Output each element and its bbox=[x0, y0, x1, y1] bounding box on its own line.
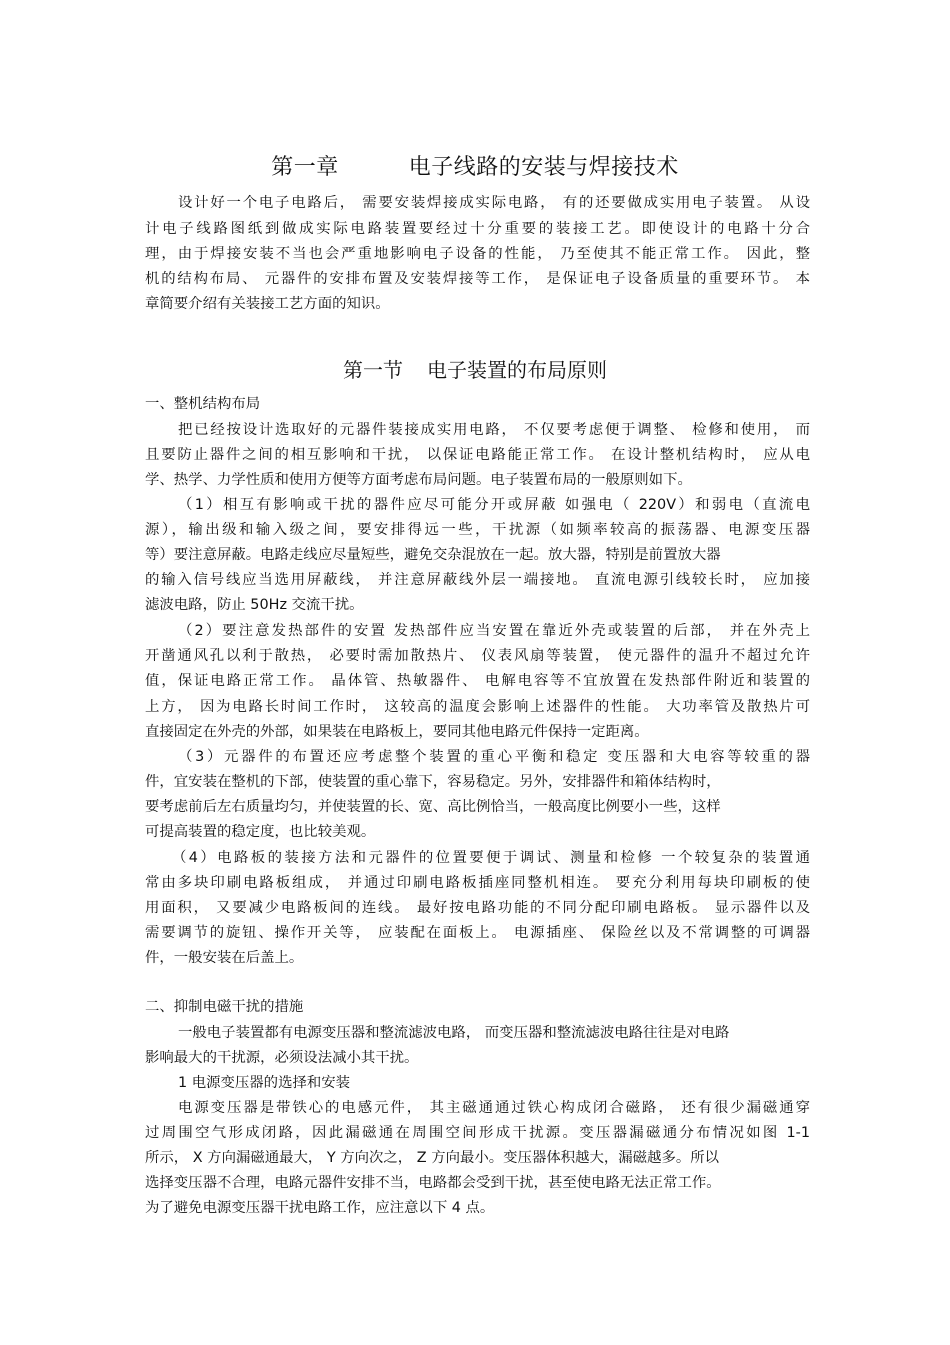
paragraph-line: 把已经按设计选取好的元器件装接成实用电路， 不仅要考虑便于调整、 检修和使用， 而 bbox=[178, 422, 810, 438]
paragraph-line: 直接固定在外壳的外部，如果装在电路板上，要同其他电路元件保持一定距离。 bbox=[145, 724, 649, 740]
subsection-heading: 一、整机结构布局 bbox=[145, 396, 261, 412]
paragraph-line: 学、热学、力学性质和使用方便等方面考虑布局问题。电子装置布局的一般原则如下。 bbox=[145, 472, 692, 488]
section-title bbox=[0, 354, 950, 383]
paragraph-line: （3）元器件的布置还应考虑整个装置的重心平衡和稳定 变压器和大电容等较重的器 bbox=[178, 749, 810, 765]
chapter-title-text: 电子线路的安装与焊接技术 bbox=[408, 155, 679, 180]
paragraph-line: 过周围空气形成闭路，因此漏磁通在周围空间形成干扰源。变压器漏磁通分布情况如图 1-1 bbox=[145, 1125, 810, 1141]
paragraph-line: 电源变压器是带铁心的电感元件， 其主磁通通过铁心构成闭合磁路， 还有很少漏磁通穿 bbox=[178, 1100, 810, 1116]
paragraph-line: （2）要注意发热部件的安置 发热部件应当安置在靠近外壳或装置的后部， 并在外壳上 bbox=[178, 623, 810, 639]
paragraph-line: 常由多块印刷电路板组成， 并通过印刷电路板插座同整机相连。 要充分利用每块印刷板的使 bbox=[145, 875, 810, 891]
paragraph-line: 一般电子装置都有电源变压器和整流滤波电路， 而变压器和整流滤波电路往往是对电路 bbox=[178, 1025, 730, 1041]
intro-line: 机的结构布局、 元器件的安排布置及安装焊接等工作， 是保证电子设备质量的重要环节。 本 bbox=[145, 271, 810, 287]
paragraph-line: 件，一般安装在后盖上。 bbox=[145, 950, 304, 966]
paragraph-line: 选择变压器不合理，电路元器件安排不当，电路都会受到干扰，甚至使电路无法正常工作。 bbox=[145, 1175, 721, 1191]
paragraph-line: 所示， X 方向漏磁通最大， Y 方向次之， Z 方向最小。变压器体积越大，漏磁越多。所以 bbox=[145, 1150, 720, 1166]
intro-line: 设计好一个电子电路后， 需要安装焊接成实际电路， 有的还要做成实用电子装置。 从设 bbox=[178, 195, 810, 211]
paragraph-line: （1）相互有影响或干扰的器件应尽可能分开或屏蔽 如强电（ 220V）和弱电（直流电 bbox=[178, 497, 810, 513]
intro-line: 章简要介绍有关装接工艺方面的知识。 bbox=[145, 296, 390, 312]
paragraph-line: 要考虑前后左右质量均匀，并使装置的长、宽、高比例恰当，一般高度比例要小一些，这样 bbox=[145, 799, 721, 815]
paragraph-line: 源），输出级和输入级之间，要安排得远一些，干扰源（如频率较高的振荡器、电源变压器 bbox=[145, 522, 810, 538]
chapter-title bbox=[0, 150, 950, 181]
intro-line: 计电子线路图纸到做成实际电路装置要经过十分重要的装接工艺。即使设计的电路十分合 bbox=[145, 221, 810, 237]
paragraph-line: 值，保证电路正常工作。 晶体管、热敏器件、 电解电容等不宜放置在发热部件附近和装置的 bbox=[145, 673, 810, 689]
subsection-heading: 二、抑制电磁干扰的措施 bbox=[145, 999, 304, 1015]
paragraph-line: 等）要注意屏蔽。电路走线应尽量短些，避免交杂混放在一起。放大器，特别是前置放大器 bbox=[145, 547, 721, 563]
chapter-label: 第一章 bbox=[271, 155, 339, 180]
paragraph-line: 件，宜安装在整机的下部，使装置的重心靠下，容易稳定。另外，安排器件和箱体结构时， bbox=[145, 774, 721, 790]
paragraph-line: 上方， 因为电路长时间工作时， 这较高的温度会影响上述器件的性能。 大功率管及散热片可 bbox=[145, 699, 810, 715]
paragraph-line: 可提高装置的稳定度，也比较美观。 bbox=[145, 824, 376, 840]
paragraph-line: 且要防止器件之间的相互影响和干扰， 以保证电路能正常工作。 在设计整机结构时， 应从电 bbox=[145, 447, 810, 463]
paragraph-line: 开凿通风孔以利于散热， 必要时需加散热片、 仪表风扇等装置， 使元器件的温升不超过允许 bbox=[145, 648, 810, 664]
paragraph-line: 影响最大的干扰源，必须设法减小其干扰。 bbox=[145, 1050, 419, 1066]
section-title-text: 电子装置的布局原则 bbox=[427, 358, 607, 382]
paragraph-line: 滤波电路，防止 50Hz 交流干扰。 bbox=[145, 597, 364, 613]
paragraph-line: 的输入信号线应当选用屏蔽线， 并注意屏蔽线外层一端接地。 直流电源引线较长时， 应加接 bbox=[145, 572, 810, 588]
paragraph-line: 为了避免电源变压器干扰电路工作，应注意以下 4 点。 bbox=[145, 1200, 495, 1216]
paragraph-line: 用面积， 又要减少电路板间的连线。 最好按电路功能的不同分配印刷电路板。 显示器件以及 bbox=[145, 900, 810, 916]
paragraph-line: （4）电路板的装接方法和元器件的位置要便于调试、测量和检修 一个较复杂的装置通 bbox=[172, 850, 810, 866]
item-heading: 1 电源变压器的选择和安装 bbox=[178, 1075, 351, 1091]
section-label: 第一节 bbox=[343, 358, 403, 382]
paragraph-line: 需要调节的旋钮、操作开关等， 应装配在面板上。 电源插座、 保险丝以及不常调整的可调器 bbox=[145, 925, 810, 941]
intro-line: 理，由于焊接安装不当也会严重地影响电子设备的性能， 乃至使其不能正常工作。 因此，整 bbox=[145, 246, 810, 262]
